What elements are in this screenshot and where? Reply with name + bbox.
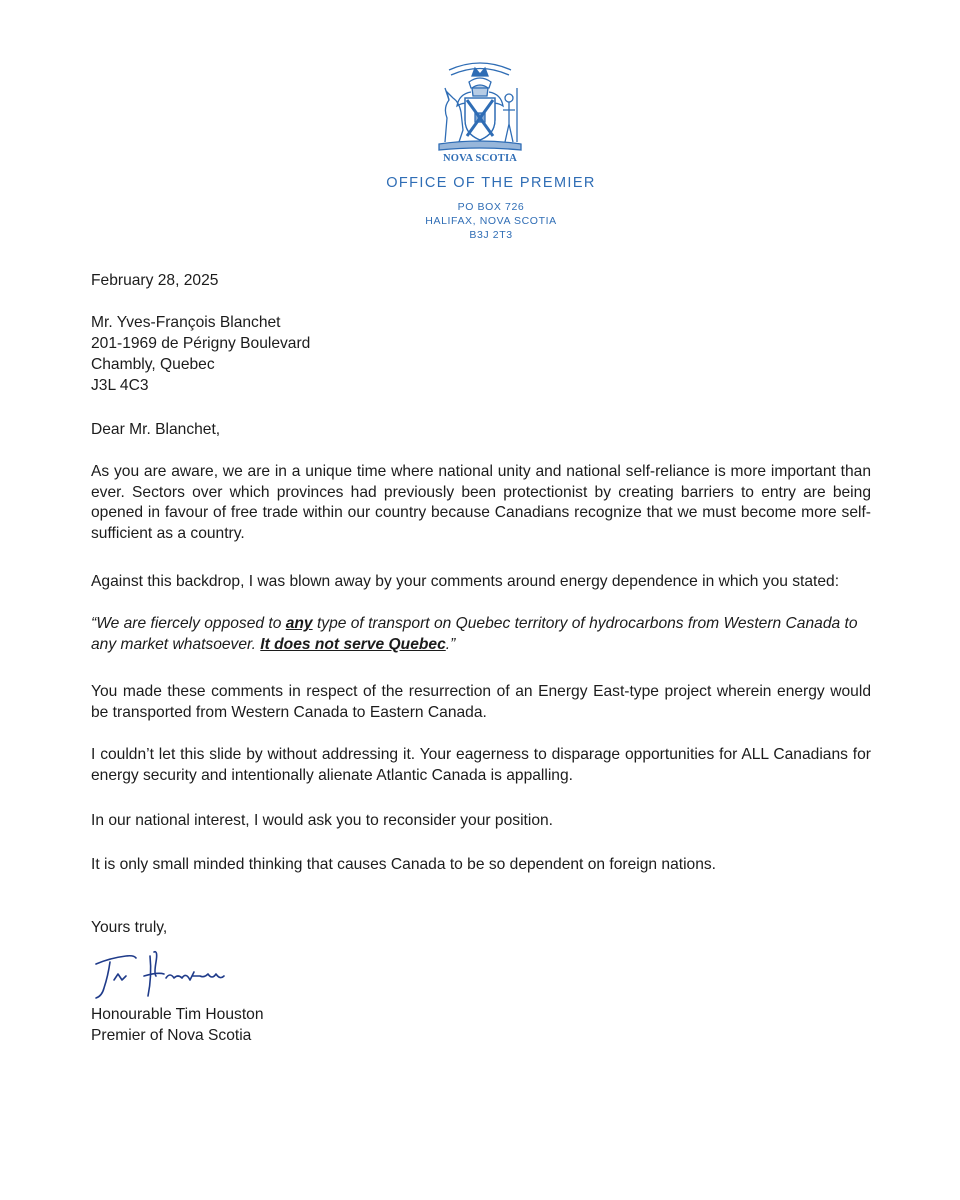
closing: Yours truly, [91,919,168,936]
signatory-name: Honourable Tim Houston [91,1006,264,1023]
quote-part-2: type of transport on Quebec territory of hydrocarbons from Western Canada to any market whatsoever. [91,615,858,653]
nova-scotia-coat-of-arms-icon [425,58,535,156]
paragraph-conclusion: It is only small minded thinking that causes Canada to be so dependent on foreign nations. [91,856,717,873]
letter-date: February 28, 2025 [91,272,219,289]
letterhead [0,58,960,241]
paragraph-backdrop: Against this backdrop, I was blown away by your comments around energy dependence in which you stated: [91,573,840,590]
address-line-postal: B3J 2T3 [469,229,513,241]
address-line-po-box: PO BOX 726 [457,201,525,213]
paragraph-context: As you are aware, we are in a unique time where national unity and national self-reliance is more important than ever. Sectors over which provinces had previously been protectionist by creating barriers to entry are being opened in favour of free trade within our country because Canadians recognize that we must become more self-sufficient as a country. [91,463,871,542]
address-line-city: HALIFAX, NOVA SCOTIA [425,215,557,227]
crest-name: NOVA SCOTIA [442,153,518,164]
quote-part-1: “We are fiercely opposed to [91,615,286,632]
paragraph-request: In our national interest, I would ask you to reconsider your position. [91,812,554,829]
handwritten-signature [92,946,232,1004]
paragraph-energy-east: You made these comments in respect of the resurrection of an Energy East-type project wherein energy would be transported from Western Canada to Eastern Canada. [91,683,871,721]
quote-part-3: .” [445,635,456,653]
signatory-title: Premier of Nova Scotia [91,1027,252,1044]
recipient-street: 201-1969 de Périgny Boulevard [91,335,311,352]
recipient-postal: J3L 4C3 [91,377,149,394]
office-title: OFFICE OF THE PREMIER [386,175,596,191]
quote-emphasis-any: any [285,615,313,632]
recipient-name: Mr. Yves-François Blanchet [91,314,281,331]
quote-emphasis-serve: It does not serve Quebec [260,635,446,653]
paragraph-response: I couldn’t let this slide by without addressing it. Your eagerness to disparage opportunities for ALL Canadians for energy security and intentionally alienate Atlantic Canada is appalling. [91,746,871,784]
quoted-statement [91,614,871,655]
salutation: Dear Mr. Blanchet, [91,421,221,438]
recipient-city: Chambly, Quebec [91,356,215,373]
